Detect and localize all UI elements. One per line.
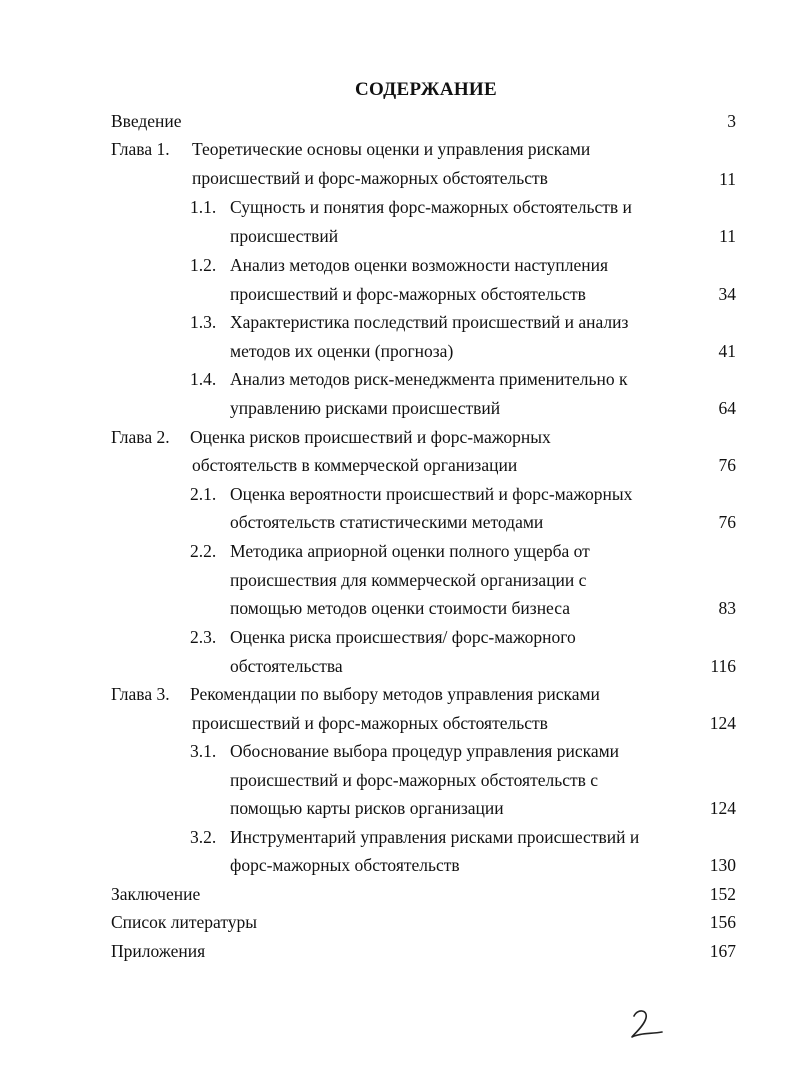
toc-appendices-label[interactable]: Приложения xyxy=(111,941,206,961)
toc-chapter3-title-line1[interactable]: Рекомендации по выбору методов управления рисками xyxy=(190,684,600,704)
toc-section-3-2-line2[interactable]: форс-мажорных обстоятельств xyxy=(230,855,460,875)
toc-section-1-2-num: 1.2. xyxy=(190,255,217,275)
toc-section-1-4-page: 64 xyxy=(718,398,736,418)
toc-appendices-page: 167 xyxy=(709,941,736,961)
toc-chapter1-title-line1[interactable]: Теоретические основы оценки и управления рисками xyxy=(192,139,591,159)
toc-section-1-3-num: 1.3. xyxy=(190,312,217,332)
toc-chapter1-page: 11 xyxy=(719,169,736,189)
toc-section-2-2-line3[interactable]: помощью методов оценки стоимости бизнеса xyxy=(230,598,571,618)
page-title: СОДЕРЖАНИЕ xyxy=(355,79,497,100)
toc-section-1-1-page: 11 xyxy=(719,226,736,246)
toc-section-3-1-line1[interactable]: Обоснование выбора процедур управления рисками xyxy=(230,741,620,761)
toc-section-2-1-num: 2.1. xyxy=(190,484,217,504)
toc-section-1-3-line1[interactable]: Характеристика последствий происшествий и анализ xyxy=(230,312,629,332)
toc-section-2-1-line2[interactable]: обстоятельств статистическими методами xyxy=(230,512,544,532)
toc-section-1-3-line2[interactable]: методов их оценки (прогноза) xyxy=(230,341,454,361)
toc-section-1-1-num: 1.1. xyxy=(190,197,217,217)
toc-section-3-2-page: 130 xyxy=(709,855,736,875)
toc-section-1-2-line2[interactable]: происшествий и форс-мажорных обстоятельств xyxy=(230,284,586,304)
toc-chapter2-prefix: Глава 2. xyxy=(111,427,170,447)
toc-section-2-3-line1[interactable]: Оценка риска происшествия/ форс-мажорного xyxy=(230,627,576,647)
toc-section-1-2-line1[interactable]: Анализ методов оценки возможности наступления xyxy=(230,255,609,275)
toc-section-3-1-page: 124 xyxy=(709,798,736,818)
toc-section-1-3-page: 41 xyxy=(718,341,736,361)
toc-section-1-4-line1[interactable]: Анализ методов риск-менеджмента применительно к xyxy=(230,369,628,389)
toc-section-2-2-num: 2.2. xyxy=(190,541,217,561)
toc-section-1-4-num: 1.4. xyxy=(190,369,217,389)
toc-section-1-2-page: 34 xyxy=(718,284,736,304)
toc-intro-page: 3 xyxy=(727,111,736,131)
toc-references-page: 156 xyxy=(709,912,736,932)
toc-chapter2-title-line1[interactable]: Оценка рисков происшествий и форс-мажорных xyxy=(190,427,551,447)
toc-chapter3-title-line2[interactable]: происшествий и форс-мажорных обстоятельств xyxy=(192,713,548,733)
toc-chapter2-page: 76 xyxy=(718,455,736,475)
toc-section-3-1-num: 3.1. xyxy=(190,741,217,761)
toc-section-2-3-line2[interactable]: обстоятельства xyxy=(230,656,343,676)
toc-section-2-2-page: 83 xyxy=(718,598,736,618)
toc-intro-label[interactable]: Введение xyxy=(111,111,182,131)
toc-chapter3-page: 124 xyxy=(709,713,736,733)
toc-chapter1-prefix: Глава 1. xyxy=(111,139,170,159)
toc-section-2-2-line2[interactable]: происшествия для коммерческой организации с xyxy=(230,570,587,590)
toc-section-3-2-num: 3.2. xyxy=(190,827,217,847)
toc-section-3-1-line3[interactable]: помощью карты рисков организации xyxy=(230,798,504,818)
toc-chapter1-title-line2[interactable]: происшествий и форс-мажорных обстоятельств xyxy=(192,168,548,188)
toc-section-2-3-num: 2.3. xyxy=(190,627,217,647)
toc-section-3-1-line2[interactable]: происшествий и форс-мажорных обстоятельств с xyxy=(230,770,599,790)
handwritten-page-number xyxy=(628,1006,668,1040)
toc-conclusion-label[interactable]: Заключение xyxy=(111,884,201,904)
toc-section-2-2-line1[interactable]: Методика априорной оценки полного ущерба от xyxy=(230,541,590,561)
toc-section-1-1-line2[interactable]: происшествий xyxy=(230,226,339,246)
toc-conclusion-page: 152 xyxy=(709,884,736,904)
toc-section-1-4-line2[interactable]: управлению рисками происшествий xyxy=(230,398,501,418)
toc-section-1-1-line1[interactable]: Сущность и понятия форс-мажорных обстоятельств и xyxy=(230,197,632,217)
toc-references-label[interactable]: Список литературы xyxy=(111,912,258,932)
toc-section-3-2-line1[interactable]: Инструментарий управления рисками происшествий и xyxy=(230,827,640,847)
toc-chapter2-title-line2[interactable]: обстоятельств в коммерческой организации xyxy=(192,455,518,475)
toc-section-2-1-line1[interactable]: Оценка вероятности происшествий и форс-мажорных xyxy=(230,484,633,504)
toc-section-2-3-page: 116 xyxy=(710,656,736,676)
toc-section-2-1-page: 76 xyxy=(718,512,736,532)
toc-chapter3-prefix: Глава 3. xyxy=(111,684,170,704)
